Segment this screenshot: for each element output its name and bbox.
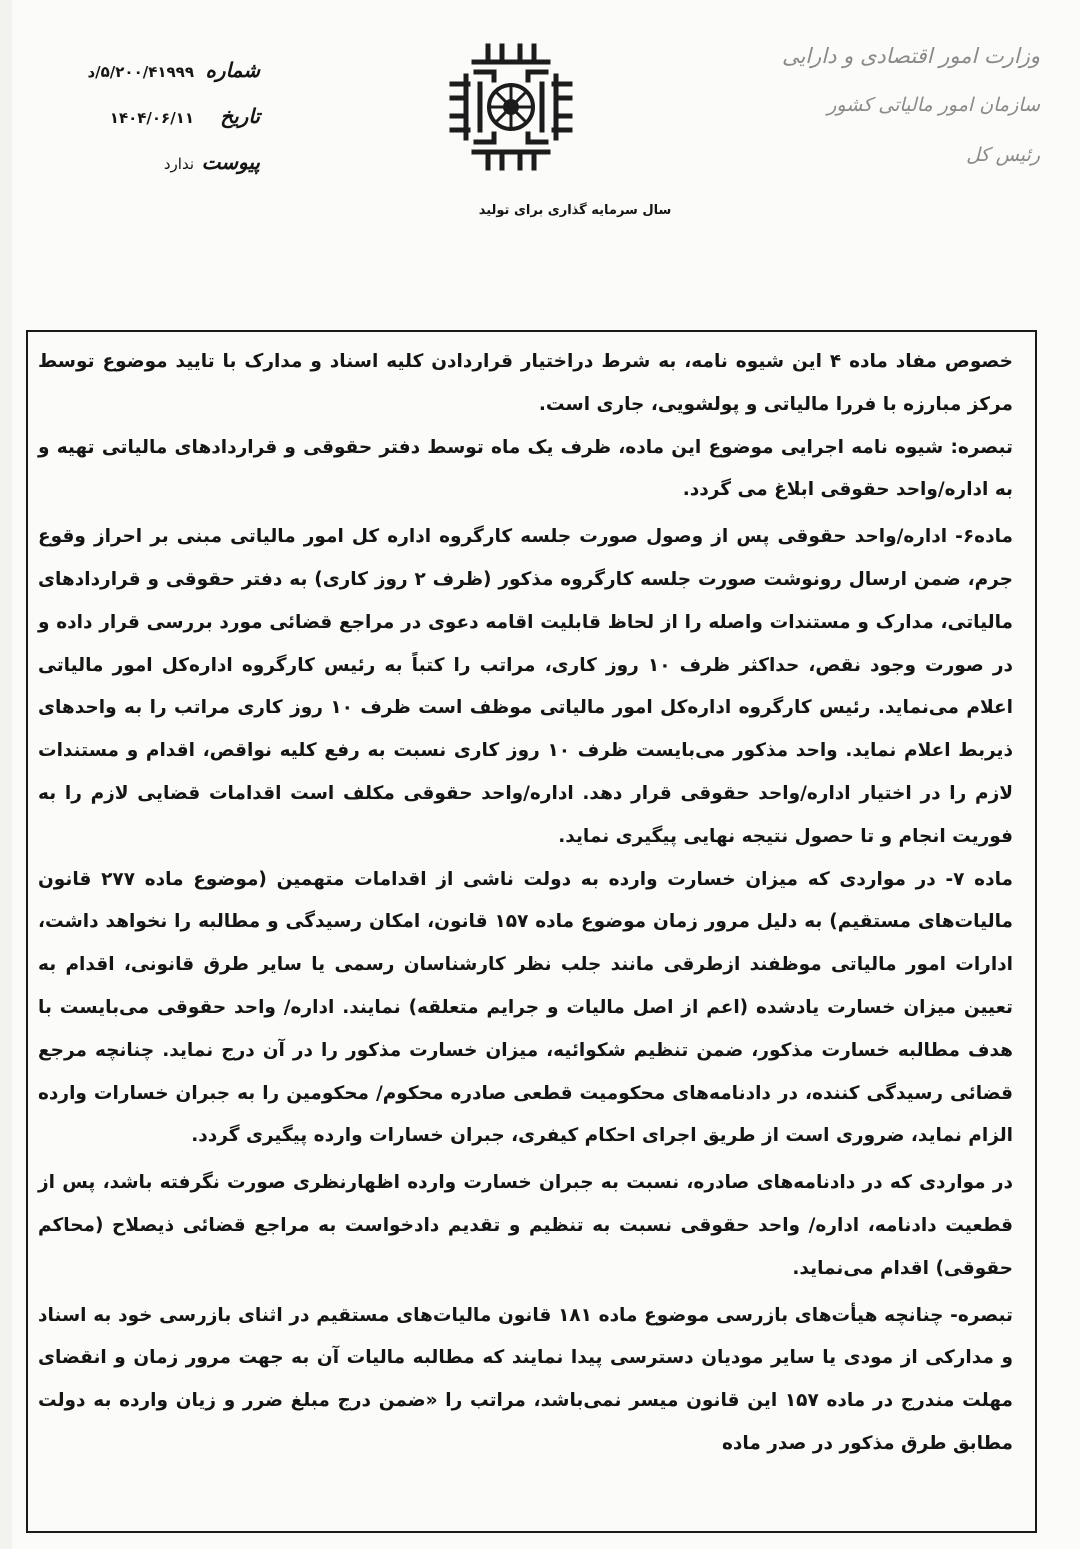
tax-organization-logo [444, 40, 578, 174]
attachment-row [70, 150, 260, 196]
date-value: ۱۴۰۴/۰۶/۱۱ [109, 109, 194, 127]
paragraph-article-6: ماده۶- اداره/واحد حقوقی پس از وصول صورت جلسه کارگروه اداره کل امور مالیاتی مبنی بر احراز وقوع جرم، ضمن ارسال رونوشت صورت جلسه کارگروه مذکور (ظرف ۲ روز کاری) به دفتر حقوقی و قراردادهای مالیاتی، مدارک و مستندات واصله را از لحاظ قابلیت اقامه دعوی در مراجع قضائی مورد بررسی قرار داده و در صورت وجود نقص، حداکثر ظرف ۱۰ روز کاری، مراتب را کتباً به رئیس کارگروه اداره‌کل امور مالیاتی اعلام می‌نماید. رئیس کارگروه اداره‌کل امور مالیاتی موظف است ظرف ۱۰ روز کاری مراتب را به واحدهای ذیربط اعلام نماید. واحد مذکور می‌بایست ظرف ۱۰ روز کاری نسبت به رفع کلیه نواقص، اقدام و مستندات لازم را در اختیار اداره/واحد حقوقی قرار دهد. اداره/واحد حقوقی مکلف است اقدامات قضایی لازم را به فوریت انجام و تا حصول نتیجه نهایی پیگیری نماید. [38, 526, 1014, 847]
letter-body [38, 341, 1013, 1466]
attachment-label: پیوست [201, 150, 260, 174]
ministry-line: وزارت امور اقتصادی و دارایی [781, 44, 1040, 68]
number-value: ۵/۲۰۰/۴۱۹۹۹/د [87, 63, 194, 81]
scan-edge [0, 0, 12, 1549]
year-slogan: سال سرمایه گذاری برای تولید [478, 203, 672, 218]
date-label: تاریخ [220, 104, 260, 128]
paragraph-note-1: تبصره: شیوه نامه اجرایی موضوع این ماده، ظرف یک ماه توسط دفتر حقوقی و قراردادهای مالیاتی تهیه و به اداره/واحد حقوقی ابلاغ می گردد. [38, 436, 1013, 501]
office-line: رئیس کل [966, 144, 1040, 166]
number-label: شماره [205, 58, 260, 82]
paragraph-article-7: ماده ۷- در مواردی که میزان خسارت وارده به دولت ناشی از اقدامات متهمین (موضوع ماده ۲۷۷ قانون مالیات‌های مستقیم) به دلیل مرور زمان موضوع ماده ۱۵۷ قانون، امکان رسیدگی و مطالبه را نخواهد داشت، ادارات امور مالیاتی موظفند ازطرقی مانند جلب نظر کارشناسان رسمی یا سایر طرق قانونی، اقدام به تعیین میزان خسارت یادشده (اعم از اصل مالیات و جرایم متعلقه) نمایند. اداره/ واحد حقوقی می‌بایست با هدف مطالبه خسارت مذکور، ضمن تنظیم شکوائیه، میزان خسارت مذکور را در آن درج نماید. چنانچه مرجع قضائی رسیدگی کننده، در دادنامه‌های محکومیت قطعی صادره محکوم/ محکومین را به جبران خسارات وارده الزام نماید، ضروری است از طریق اجرای احکام کیفری، جبران خسارات وارده پیگیری گردد. [38, 868, 1014, 1147]
ministry-heading [780, 44, 1040, 194]
paragraph-judgments: در مواردی که در دادنامه‌های صادره، نسبت به جبران خسارت وارده اظهارنظری صورت نگرفته باشد، پس از قطعیت دادنامه، اداره/ واحد حقوقی نسبت به تنظیم و تقدیم دادخواست به مراجع قضائی ذیصلاح (محاکم حقوقی) اقدام می‌نماید. [38, 1172, 1013, 1279]
attachment-value: ندارد [163, 155, 194, 173]
organization-line: سازمان امور مالیاتی کشور [827, 94, 1040, 116]
letter-meta [70, 58, 260, 196]
number-row [70, 58, 260, 104]
paragraph-note-2: تبصره- چنانچه هیأت‌های بازرسی موضوع ماده ۱۸۱ قانون مالیات‌های مستقیم در اثنای بازرسی خود به اسناد و مدارکی از مودی یا سایر مودیان دسترسی پیدا نمایند که مطالبه مالیات آن به جهت مرور زمان و انقضای مهلت مندرج در ماده ۱۵۷ این قانون میسر نمی‌باشد، مراتب را «ضمن درج مبلغ ضرر و زیان وارده به دولت مطابق طرق مذکور در صدر ماده [38, 1304, 1013, 1454]
paragraph-article4-continuation: خصوص مفاد ماده ۴ این شیوه نامه، به شرط دراختیار قراردادن کلیه اسناد و مدارک با تایید موضوع توسط مرکز مبارزه با فررا مالیاتی و پولشویی، جاری است. [38, 351, 1013, 415]
date-row [70, 104, 260, 150]
